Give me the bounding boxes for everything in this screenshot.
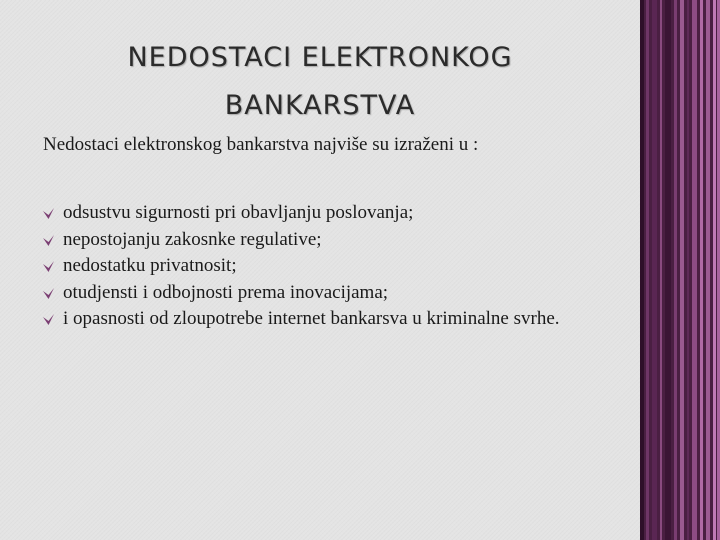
list-item xyxy=(42,306,602,333)
side-stripe xyxy=(652,0,657,540)
diamond-checkmark-icon xyxy=(42,313,55,326)
list-item xyxy=(42,200,602,227)
side-stripe xyxy=(646,0,649,540)
bullet-text: odsustvu sigurnosti pri obavljanju poslovanja; xyxy=(63,202,414,223)
side-stripe xyxy=(687,0,689,540)
side-stripe xyxy=(680,0,684,540)
diamond-checkmark-icon xyxy=(42,207,55,220)
side-stripe xyxy=(660,0,662,540)
list-item xyxy=(42,227,602,254)
bullet-text: nepostojanju zakosnke regulative; xyxy=(63,228,322,250)
slide-title: NEDOSTACI ELEKTRONKOG BANKARSTVA xyxy=(127,42,513,121)
side-stripe xyxy=(713,0,716,540)
diamond-checkmark-icon xyxy=(42,260,55,273)
diamond-checkmark-icon xyxy=(42,287,55,300)
bullet-text: nedostatku privatnosit; xyxy=(63,255,237,276)
side-stripe xyxy=(692,0,697,540)
side-stripe xyxy=(706,0,710,540)
diamond-checkmark-icon xyxy=(42,234,55,247)
decorative-side-band xyxy=(640,0,720,540)
list-item xyxy=(42,280,602,307)
side-stripe xyxy=(700,0,703,540)
bullet-text: i opasnosti od zloupotrebe internet bankarsva u kriminalne svrhe. xyxy=(63,308,560,329)
side-stripe xyxy=(665,0,671,540)
side-stripe xyxy=(674,0,677,540)
side-stripe xyxy=(640,0,644,540)
list-item xyxy=(42,253,602,280)
intro-text: Nedostaci elektronskog bankarstva najviše su izraženi u : xyxy=(43,134,479,155)
bullet-list xyxy=(42,200,602,333)
bullet-text: otudjensti i odbojnosti prema inovacijama; xyxy=(63,281,389,303)
